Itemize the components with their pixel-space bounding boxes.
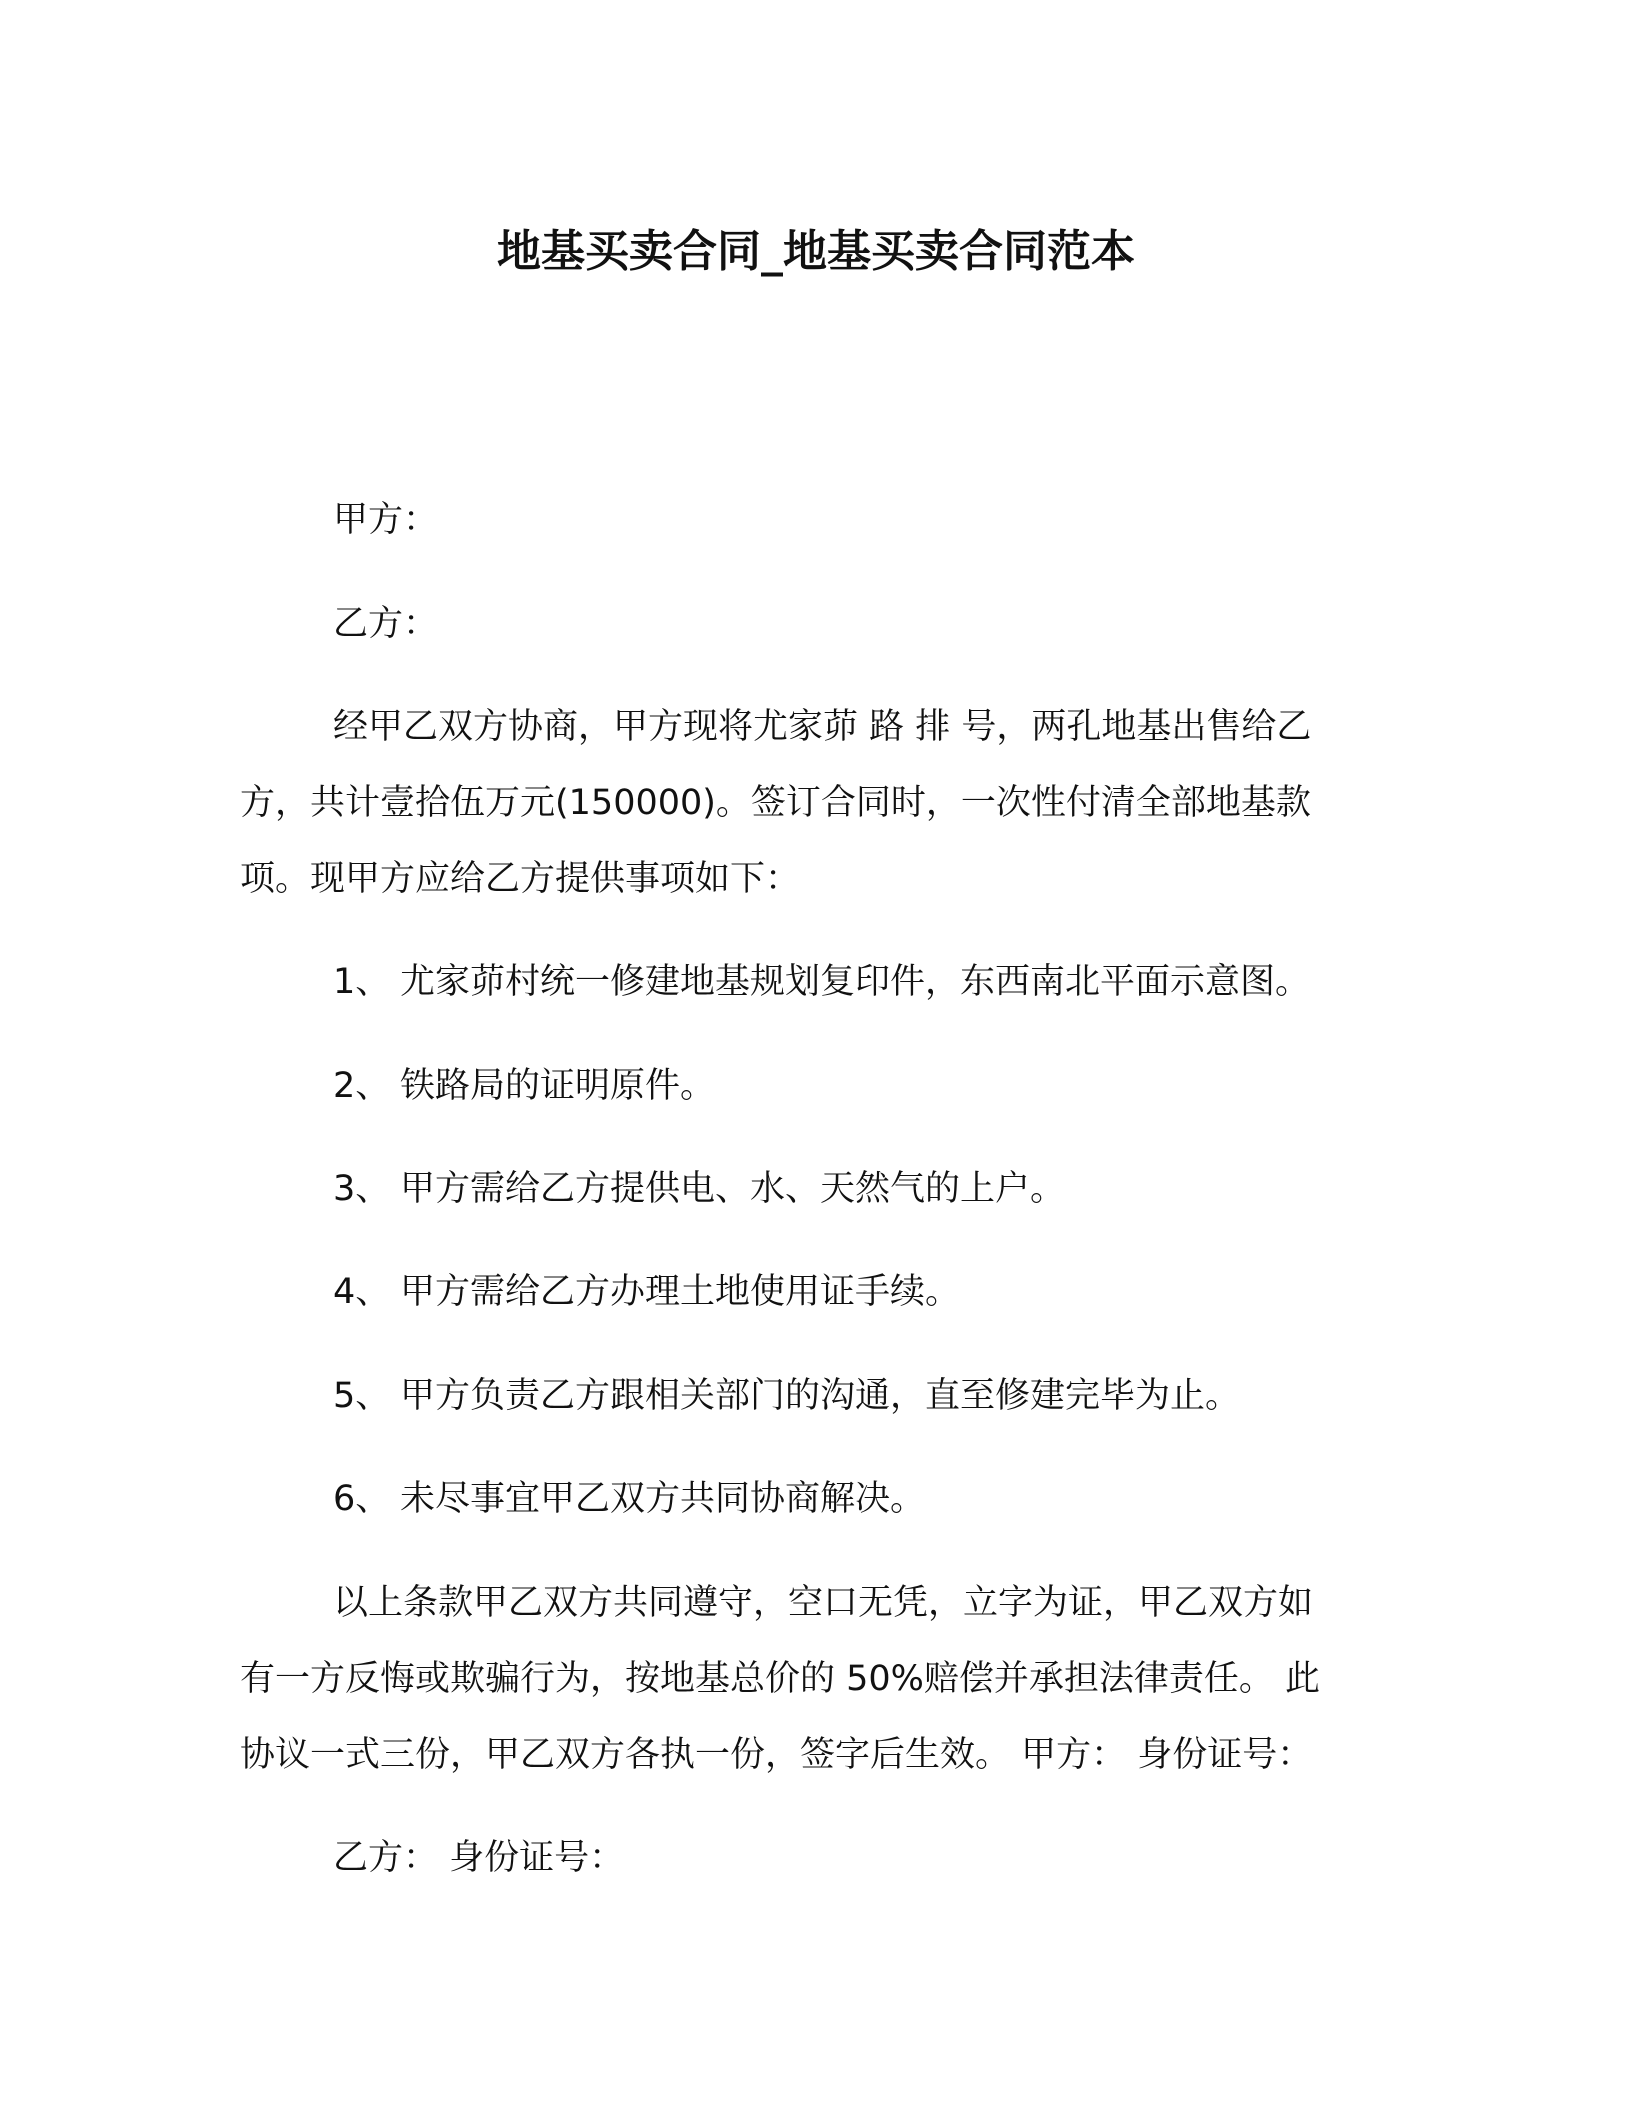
- list-item-number: 4、: [333, 1272, 391, 1312]
- list-item-text: 未尽事宜甲乙双方共同协商解决。: [400, 1479, 926, 1519]
- list-item-number: 3、: [333, 1169, 391, 1209]
- list-item-text: 尤家茆村统一修建地基规划复印件，东西南北平面示意图。: [400, 962, 1311, 1002]
- party-b-signature: 乙方： 身份证号：: [333, 1838, 625, 1878]
- list-item-number: 1、: [333, 962, 391, 1002]
- list-item: [333, 1062, 715, 1110]
- party-a-label: 甲方：: [333, 500, 439, 540]
- party-b-label: 乙方：: [333, 604, 439, 644]
- list-item: [333, 1372, 1240, 1420]
- list-item: [333, 1475, 925, 1523]
- list-item-number: 2、: [333, 1066, 391, 1106]
- intro-line-2: 方，共计壹拾伍万元(150000)。签订合同时，一次性付清全部地基款: [240, 783, 1311, 823]
- document-title: 地基买卖合同_地基买卖合同范本: [497, 226, 1135, 277]
- list-item-text: 甲方需给乙方办理土地使用证手续。: [400, 1272, 961, 1312]
- intro-line-3: 项。现甲方应给乙方提供事项如下：: [240, 859, 801, 899]
- list-item: [333, 958, 1310, 1006]
- list-item-number: 5、: [333, 1376, 391, 1416]
- list-item: [333, 1268, 960, 1316]
- list-item-text: 甲方需给乙方提供电、水、天然气的上户。: [400, 1169, 1066, 1209]
- closing-line-1: 以上条款甲乙双方共同遵守，空口无凭，立字为证，甲乙双方如: [333, 1583, 1314, 1623]
- closing-line-3: 协议一式三份，甲乙双方各执一份，签字后生效。 甲方： 身份证号：: [240, 1735, 1313, 1775]
- list-item: [333, 1165, 1065, 1213]
- list-item-text: 甲方负责乙方跟相关部门的沟通，直至修建完毕为止。: [400, 1376, 1241, 1416]
- list-item-number: 6、: [333, 1479, 391, 1519]
- closing-line-2: 有一方反悔或欺骗行为，按地基总价的 50%赔偿并承担法律责任。 此: [240, 1659, 1321, 1699]
- list-item-text: 铁路局的证明原件。: [400, 1066, 716, 1106]
- intro-line-1: 经甲乙双方协商，甲方现将尤家茆 路 排 号，两孔地基出售给乙: [333, 707, 1312, 747]
